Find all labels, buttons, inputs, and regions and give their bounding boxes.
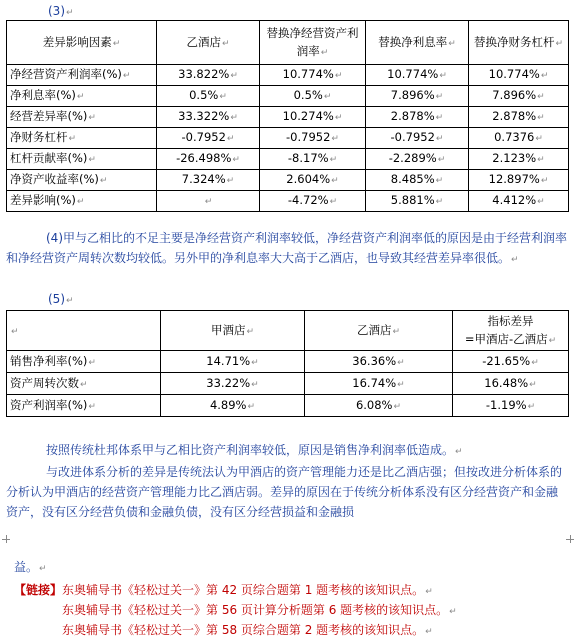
table-5-header-yi: 乙酒店↵ [305, 311, 453, 351]
cell: 10.774%↵ [260, 65, 366, 86]
cell: 2.604%↵ [260, 170, 366, 191]
row-label: 净利息率(%)↵ [7, 86, 157, 107]
table-row [7, 395, 569, 417]
cell: -0.7952↵ [157, 128, 260, 149]
row-label: 净财务杠杆↵ [7, 128, 157, 149]
cell: 14.71%↵ [161, 351, 305, 373]
cell: ↵ [157, 191, 260, 212]
row-label: 销售净利率(%)↵ [7, 351, 161, 373]
cell: 4.412%↵ [469, 191, 569, 212]
table-row [7, 191, 569, 212]
table-3-header-row [7, 21, 569, 65]
cell: 2.878%↵ [469, 107, 569, 128]
cell: -4.72%↵ [260, 191, 366, 212]
cell: 4.89%↵ [161, 395, 305, 417]
table-row [7, 351, 569, 373]
cell: 0.7376↵ [469, 128, 569, 149]
section-3-label: (3)↵ [48, 4, 74, 18]
row-label: 经营差异率(%)↵ [7, 107, 157, 128]
cell: 10.274%↵ [260, 107, 366, 128]
row-label: 净经营资产利润率(%)↵ [7, 65, 157, 86]
cell: 7.896%↵ [469, 86, 569, 107]
row-label: 资产利润率(%)↵ [7, 395, 161, 417]
cell: 33.822%↵ [157, 65, 260, 86]
cell: 16.48%↵ [453, 373, 569, 395]
cell: 10.774%↵ [469, 65, 569, 86]
page-corner-mark [2, 535, 10, 543]
cell: 8.485%↵ [366, 170, 469, 191]
table-3-header-replace-interest: 替换净利息率↵ [366, 21, 469, 65]
cell: 7.324%↵ [157, 170, 260, 191]
section-5-label: (5)↵ [48, 292, 74, 306]
table-row [7, 149, 569, 170]
cell: -26.498%↵ [157, 149, 260, 170]
paragraph-4: (4)甲与乙相比的不足主要是净经营资产利润率较低，净经营资产利润率低的原因是由于经营利润率和净经营资产周转次数均较低。另外甲的净利息率大大高于乙酒店，也导致其经营差异率很低。↵ [6, 231, 568, 265]
cell: -0.7952↵ [260, 128, 366, 149]
row-label: 杠杆贡献率(%)↵ [7, 149, 157, 170]
cell: 12.897%↵ [469, 170, 569, 191]
cell: 36.36%↵ [305, 351, 453, 373]
cell: -0.7952↵ [366, 128, 469, 149]
cell: 33.22%↵ [161, 373, 305, 395]
cell: -2.289%↵ [366, 149, 469, 170]
table-3-header-replace-leverage: 替换净财务杠杆↵ [469, 21, 569, 65]
link-line-2: 东奥辅导书《轻松过关一》第 56 页计算分析题第 6 题考核的该知识点。↵ [62, 603, 457, 617]
table-section-3 [6, 20, 569, 212]
cell: 5.881%↵ [366, 191, 469, 212]
table-5-header-jia: 甲酒店↵ [161, 311, 305, 351]
table-5-header-diff: 指标差异 =甲酒店-乙酒店↵ [453, 311, 569, 351]
table-row [7, 86, 569, 107]
cell: -21.65%↵ [453, 351, 569, 373]
cell: 16.74%↵ [305, 373, 453, 395]
table-row [7, 128, 569, 149]
table-3-header-yi: 乙酒店↵ [157, 21, 260, 65]
table-row [7, 65, 569, 86]
table-5-header-row [7, 311, 569, 351]
table-5-header-empty: ↵ [7, 311, 161, 351]
cell: 2.878%↵ [366, 107, 469, 128]
row-label: 差异影响(%)↵ [7, 191, 157, 212]
table-3-header-replace-roa: 替换净经营资产利润率↵ [260, 21, 366, 65]
cell: 6.08%↵ [305, 395, 453, 417]
row-label: 净资产收益率(%)↵ [7, 170, 157, 191]
cell: 0.5%↵ [260, 86, 366, 107]
table-3-header-factor: 差异影响因素↵ [7, 21, 157, 65]
table-row [7, 373, 569, 395]
cell: -8.17%↵ [260, 149, 366, 170]
cell: 0.5%↵ [157, 86, 260, 107]
table-row [7, 170, 569, 191]
page-corner-mark [566, 535, 574, 543]
row-label: 资产周转次数↵ [7, 373, 161, 395]
cell: 10.774%↵ [366, 65, 469, 86]
table-row [7, 107, 569, 128]
cell: 33.322%↵ [157, 107, 260, 128]
link-line-3: 东奥辅导书《轻松过关一》第 58 页综合题第 2 题考核的该知识点。↵ [62, 623, 433, 637]
table-section-5 [6, 310, 569, 417]
cell: 7.896%↵ [366, 86, 469, 107]
cell: -1.19%↵ [453, 395, 569, 417]
paragraph-difference-end: 益。↵ [14, 560, 47, 574]
link-line-1: 【链接】东奥辅导书《轻松过关一》第 42 页综合题第 1 题考核的该知识点。↵ [14, 583, 433, 597]
paragraph-traditional: 按照传统杜邦体系甲与乙相比资产利润率较低，原因是销售净利润率低造成。↵ [46, 443, 463, 457]
paragraph-difference: 与改进体系分析的差异是传统法认为甲酒店的资产管理能力还是比乙酒店强；但按改进分析体系的分析认为甲酒店的经营资产管理能力比乙酒店弱。差异的原因在于传统分析体系没有区分经营资产和金融资产，没有区分经营负债和金融负债，没有区分经营损益和金融损 [6, 465, 563, 519]
cell: 2.123%↵ [469, 149, 569, 170]
